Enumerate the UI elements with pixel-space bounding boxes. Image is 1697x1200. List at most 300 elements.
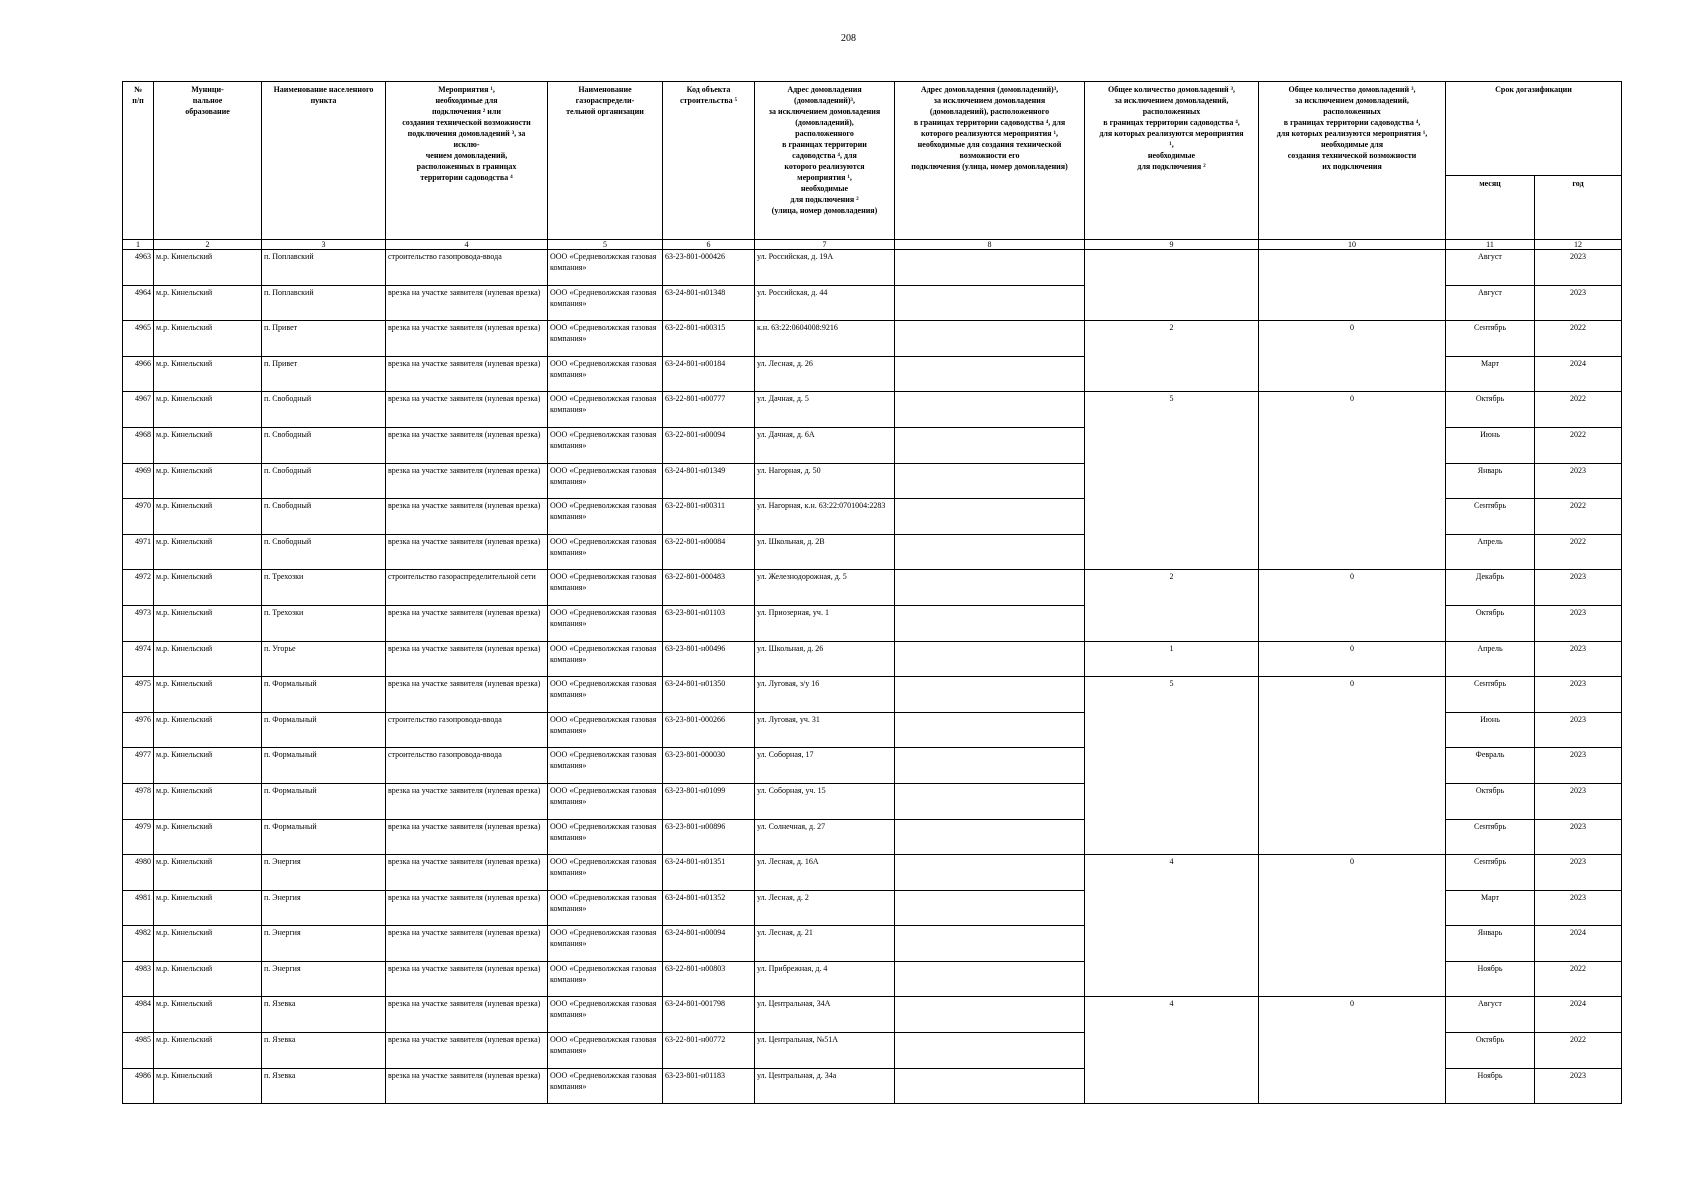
month-cell: Июнь	[1446, 712, 1535, 748]
settlement-cell: п. Трехозки	[262, 570, 386, 606]
activity-cell: врезка на участке заявителя (нулевая врезка)	[386, 499, 548, 535]
technical-address-cell	[895, 250, 1085, 286]
row-number: 4964	[123, 285, 154, 321]
activity-cell: врезка на участке заявителя (нулевая врезка)	[386, 961, 548, 997]
technical-address-cell	[895, 356, 1085, 392]
year-cell: 2022	[1535, 321, 1622, 357]
activity-cell: врезка на участке заявителя (нулевая врезка)	[386, 890, 548, 926]
column-number: 4	[386, 240, 548, 250]
address-cell: ул. Нагорная, к.н. 63:22:0701004:2283	[755, 499, 895, 535]
address-cell: ул. Луговая, уч. 31	[755, 712, 895, 748]
settlement-cell: п. Энергия	[262, 855, 386, 891]
address-cell: ул. Школьная, д. 2В	[755, 534, 895, 570]
settlement-cell: п. Свободный	[262, 534, 386, 570]
table-row	[123, 499, 1622, 535]
municipality-cell: м.р. Кинельский	[154, 641, 262, 677]
table-body	[123, 250, 1622, 1104]
organization-cell: ООО «Средневолжская газовая компания»	[548, 819, 663, 855]
address-cell: ул. Соборная, 17	[755, 748, 895, 784]
object-code-cell: 63-22-801-н00084	[663, 534, 755, 570]
object-code-cell: 63-22-801-н00803	[663, 961, 755, 997]
table-row	[123, 534, 1622, 570]
table-row	[123, 783, 1622, 819]
activity-cell: врезка на участке заявителя (нулевая врезка)	[386, 321, 548, 357]
row-number: 4977	[123, 748, 154, 784]
object-code-cell: 63-23-801-000426	[663, 250, 755, 286]
technical-count-cell	[1259, 463, 1446, 499]
settlement-cell: п. Формальный	[262, 677, 386, 713]
connection-count-cell: 5	[1085, 677, 1259, 713]
connection-count-cell	[1085, 1033, 1259, 1069]
object-code-cell: 63-22-801-н00311	[663, 499, 755, 535]
technical-count-cell	[1259, 819, 1446, 855]
municipality-cell: м.р. Кинельский	[154, 1068, 262, 1104]
object-code-cell: 63-23-801-000030	[663, 748, 755, 784]
table-row	[123, 285, 1622, 321]
settlement-cell: п. Свободный	[262, 392, 386, 428]
technical-count-cell	[1259, 605, 1446, 641]
municipality-cell: м.р. Кинельский	[154, 534, 262, 570]
activity-cell: врезка на участке заявителя (нулевая врезка)	[386, 1068, 548, 1104]
address-cell: ул. Прибрежная, д. 4	[755, 961, 895, 997]
table-row	[123, 641, 1622, 677]
settlement-cell: п. Привет	[262, 356, 386, 392]
table-row	[123, 855, 1622, 891]
header-gasification-term: Срок догазификации	[1446, 82, 1622, 176]
settlement-cell: п. Язевка	[262, 1068, 386, 1104]
address-cell: ул. Солнечная, д. 27	[755, 819, 895, 855]
header-month: месяц	[1446, 176, 1535, 240]
technical-count-cell	[1259, 427, 1446, 463]
organization-cell: ООО «Средневолжская газовая компания»	[548, 677, 663, 713]
month-cell: Сентябрь	[1446, 819, 1535, 855]
month-cell: Сентябрь	[1446, 677, 1535, 713]
month-cell: Апрель	[1446, 534, 1535, 570]
technical-address-cell	[895, 1033, 1085, 1069]
address-cell: ул. Дачная, д. 6А	[755, 427, 895, 463]
technical-address-cell	[895, 499, 1085, 535]
table-row	[123, 677, 1622, 713]
technical-address-cell	[895, 783, 1085, 819]
organization-cell: ООО «Средневолжская газовая компания»	[548, 499, 663, 535]
header-address-technical: Адрес домовладения (домовладений)³, за исключением домовладения (домовладений), расположенного в границах территории садоводства ⁴, для которого реализуются мероприятия ¹, необходимые для создания технической возможности его подключения (улица, номер домовладения)	[895, 82, 1085, 240]
row-number: 4975	[123, 677, 154, 713]
settlement-cell: п. Формальный	[262, 748, 386, 784]
activity-cell: врезка на участке заявителя (нулевая врезка)	[386, 427, 548, 463]
connection-count-cell: 5	[1085, 392, 1259, 428]
settlement-cell: п. Формальный	[262, 712, 386, 748]
connection-count-cell: 1	[1085, 641, 1259, 677]
technical-count-cell: 0	[1259, 321, 1446, 357]
organization-cell: ООО «Средневолжская газовая компания»	[548, 783, 663, 819]
month-cell: Декабрь	[1446, 570, 1535, 606]
row-number: 4969	[123, 463, 154, 499]
connection-count-cell	[1085, 819, 1259, 855]
technical-count-cell	[1259, 1068, 1446, 1104]
connection-count-cell	[1085, 890, 1259, 926]
month-cell: Март	[1446, 356, 1535, 392]
municipality-cell: м.р. Кинельский	[154, 677, 262, 713]
header-row-number: № п/п	[123, 82, 154, 240]
technical-count-cell: 0	[1259, 570, 1446, 606]
organization-cell: ООО «Средневолжская газовая компания»	[548, 392, 663, 428]
month-cell: Июнь	[1446, 427, 1535, 463]
municipality-cell: м.р. Кинельский	[154, 499, 262, 535]
column-number: 9	[1085, 240, 1259, 250]
column-number: 1	[123, 240, 154, 250]
organization-cell: ООО «Средневолжская газовая компания»	[548, 356, 663, 392]
settlement-cell: п. Формальный	[262, 783, 386, 819]
activity-cell: врезка на участке заявителя (нулевая врезка)	[386, 855, 548, 891]
municipality-cell: м.р. Кинельский	[154, 890, 262, 926]
municipality-cell: м.р. Кинельский	[154, 605, 262, 641]
settlement-cell: п. Энергия	[262, 961, 386, 997]
technical-address-cell	[895, 641, 1085, 677]
connection-count-cell	[1085, 926, 1259, 962]
organization-cell: ООО «Средневолжская газовая компания»	[548, 570, 663, 606]
object-code-cell: 63-23-801-н00496	[663, 641, 755, 677]
object-code-cell: 63-22-801-000483	[663, 570, 755, 606]
column-number: 11	[1446, 240, 1535, 250]
technical-address-cell	[895, 677, 1085, 713]
technical-address-cell	[895, 1068, 1085, 1104]
technical-address-cell	[895, 427, 1085, 463]
table-row	[123, 712, 1622, 748]
settlement-cell: п. Язевка	[262, 1033, 386, 1069]
connection-count-cell	[1085, 1068, 1259, 1104]
municipality-cell: м.р. Кинельский	[154, 427, 262, 463]
address-cell: ул. Нагорная, д. 50	[755, 463, 895, 499]
connection-count-cell	[1085, 463, 1259, 499]
object-code-cell: 63-23-801-н01103	[663, 605, 755, 641]
object-code-cell: 63-24-801-001798	[663, 997, 755, 1033]
technical-count-cell	[1259, 250, 1446, 286]
address-cell: ул. Лесная, д. 26	[755, 356, 895, 392]
connection-count-cell	[1085, 605, 1259, 641]
address-cell: ул. Центральная, д. 34а	[755, 1068, 895, 1104]
address-cell: ул. Железнодорожная, д. 5	[755, 570, 895, 606]
row-number: 4972	[123, 570, 154, 606]
technical-count-cell	[1259, 534, 1446, 570]
row-number: 4965	[123, 321, 154, 357]
municipality-cell: м.р. Кинельский	[154, 819, 262, 855]
technical-address-cell	[895, 855, 1085, 891]
technical-count-cell: 0	[1259, 855, 1446, 891]
row-number: 4971	[123, 534, 154, 570]
settlement-cell: п. Энергия	[262, 926, 386, 962]
month-cell: Август	[1446, 285, 1535, 321]
municipality-cell: м.р. Кинельский	[154, 250, 262, 286]
activity-cell: строительство газопровода-ввода	[386, 712, 548, 748]
connection-count-cell: 2	[1085, 570, 1259, 606]
year-cell: 2022	[1535, 961, 1622, 997]
municipality-cell: м.р. Кинельский	[154, 748, 262, 784]
organization-cell: ООО «Средневолжская газовая компания»	[548, 997, 663, 1033]
activity-cell: врезка на участке заявителя (нулевая врезка)	[386, 819, 548, 855]
organization-cell: ООО «Средневолжская газовая компания»	[548, 926, 663, 962]
row-number: 4973	[123, 605, 154, 641]
connection-count-cell	[1085, 961, 1259, 997]
year-cell: 2023	[1535, 285, 1622, 321]
address-cell: ул. Центральная, №51А	[755, 1033, 895, 1069]
activity-cell: строительство газораспределительной сети	[386, 570, 548, 606]
month-cell: Апрель	[1446, 641, 1535, 677]
header-count-technical: Общее количество домовладений ³, за исключением домовладений, расположенных в границах территории садоводства ⁴, для которых реализуются мероприятия ¹, необходимые для создания технической возможности их подключения	[1259, 82, 1446, 240]
activity-cell: строительство газопровода-ввода	[386, 250, 548, 286]
activity-cell: врезка на участке заявителя (нулевая врезка)	[386, 677, 548, 713]
object-code-cell: 63-24-801-н01351	[663, 855, 755, 891]
technical-count-cell: 0	[1259, 677, 1446, 713]
month-cell: Февраль	[1446, 748, 1535, 784]
table-row	[123, 926, 1622, 962]
activity-cell: врезка на участке заявителя (нулевая врезка)	[386, 356, 548, 392]
header-settlement: Наименование населенного пункта	[262, 82, 386, 240]
technical-address-cell	[895, 392, 1085, 428]
municipality-cell: м.р. Кинельский	[154, 392, 262, 428]
month-cell: Октябрь	[1446, 1033, 1535, 1069]
column-number: 12	[1535, 240, 1622, 250]
year-cell: 2023	[1535, 712, 1622, 748]
connection-count-cell: 4	[1085, 855, 1259, 891]
technical-count-cell	[1259, 1033, 1446, 1069]
table-row	[123, 997, 1622, 1033]
month-cell: Октябрь	[1446, 392, 1535, 428]
month-cell: Март	[1446, 890, 1535, 926]
technical-count-cell: 0	[1259, 997, 1446, 1033]
address-cell: ул. Лесная, д. 2	[755, 890, 895, 926]
table-row	[123, 392, 1622, 428]
technical-count-cell: 0	[1259, 392, 1446, 428]
row-number: 4985	[123, 1033, 154, 1069]
municipality-cell: м.р. Кинельский	[154, 463, 262, 499]
settlement-cell: п. Трехозки	[262, 605, 386, 641]
year-cell: 2023	[1535, 783, 1622, 819]
technical-count-cell	[1259, 783, 1446, 819]
row-number: 4983	[123, 961, 154, 997]
technical-count-cell	[1259, 890, 1446, 926]
year-cell: 2022	[1535, 392, 1622, 428]
address-cell: ул. Дачная, д. 5	[755, 392, 895, 428]
technical-address-cell	[895, 321, 1085, 357]
activity-cell: врезка на участке заявителя (нулевая врезка)	[386, 285, 548, 321]
column-number: 7	[755, 240, 895, 250]
object-code-cell: 63-23-801-н00896	[663, 819, 755, 855]
year-cell: 2023	[1535, 463, 1622, 499]
connection-count-cell	[1085, 250, 1259, 286]
object-code-cell: 63-24-801-н00184	[663, 356, 755, 392]
year-cell: 2022	[1535, 1033, 1622, 1069]
year-cell: 2024	[1535, 356, 1622, 392]
page-number: 208	[841, 33, 856, 44]
object-code-cell: 63-24-801-н01350	[663, 677, 755, 713]
table-row	[123, 890, 1622, 926]
column-number: 8	[895, 240, 1085, 250]
year-cell: 2024	[1535, 926, 1622, 962]
technical-count-cell	[1259, 748, 1446, 784]
organization-cell: ООО «Средневолжская газовая компания»	[548, 641, 663, 677]
month-cell: Август	[1446, 997, 1535, 1033]
connection-count-cell: 2	[1085, 321, 1259, 357]
row-number: 4967	[123, 392, 154, 428]
row-number: 4979	[123, 819, 154, 855]
settlement-cell: п. Свободный	[262, 463, 386, 499]
technical-count-cell	[1259, 285, 1446, 321]
activity-cell: врезка на участке заявителя (нулевая врезка)	[386, 641, 548, 677]
connection-count-cell	[1085, 712, 1259, 748]
object-code-cell: 63-22-801-н00777	[663, 392, 755, 428]
year-cell: 2022	[1535, 427, 1622, 463]
settlement-cell: п. Энергия	[262, 890, 386, 926]
activity-cell: врезка на участке заявителя (нулевая врезка)	[386, 463, 548, 499]
row-number: 4963	[123, 250, 154, 286]
column-number: 3	[262, 240, 386, 250]
technical-count-cell	[1259, 499, 1446, 535]
row-number: 4984	[123, 997, 154, 1033]
connection-count-cell	[1085, 783, 1259, 819]
organization-cell: ООО «Средневолжская газовая компания»	[548, 712, 663, 748]
connection-count-cell	[1085, 748, 1259, 784]
year-cell: 2023	[1535, 855, 1622, 891]
table-row	[123, 748, 1622, 784]
object-code-cell: 63-23-801-000266	[663, 712, 755, 748]
object-code-cell: 63-23-801-н01183	[663, 1068, 755, 1104]
month-cell: Сентябрь	[1446, 855, 1535, 891]
municipality-cell: м.р. Кинельский	[154, 926, 262, 962]
month-cell: Октябрь	[1446, 605, 1535, 641]
organization-cell: ООО «Средневолжская газовая компания»	[548, 1033, 663, 1069]
month-cell: Ноябрь	[1446, 961, 1535, 997]
table-row	[123, 605, 1622, 641]
object-code-cell: 63-24-801-н01349	[663, 463, 755, 499]
address-cell: ул. Лесная, д. 16А	[755, 855, 895, 891]
column-number: 2	[154, 240, 262, 250]
technical-count-cell	[1259, 356, 1446, 392]
column-number: 6	[663, 240, 755, 250]
year-cell: 2023	[1535, 250, 1622, 286]
address-cell: ул. Центральная, 34А	[755, 997, 895, 1033]
table-row	[123, 356, 1622, 392]
settlement-cell: п. Формальный	[262, 819, 386, 855]
technical-count-cell	[1259, 926, 1446, 962]
settlement-cell: п. Язевка	[262, 997, 386, 1033]
technical-address-cell	[895, 463, 1085, 499]
year-cell: 2023	[1535, 1068, 1622, 1104]
address-cell: ул. Приозерная, уч. 1	[755, 605, 895, 641]
object-code-cell: 63-22-801-н00772	[663, 1033, 755, 1069]
municipality-cell: м.р. Кинельский	[154, 961, 262, 997]
month-cell: Август	[1446, 250, 1535, 286]
municipality-cell: м.р. Кинельский	[154, 997, 262, 1033]
activity-cell: врезка на участке заявителя (нулевая врезка)	[386, 605, 548, 641]
row-number: 4982	[123, 926, 154, 962]
year-cell: 2023	[1535, 641, 1622, 677]
table-row	[123, 961, 1622, 997]
municipality-cell: м.р. Кинельский	[154, 356, 262, 392]
month-cell: Сентябрь	[1446, 499, 1535, 535]
organization-cell: ООО «Средневолжская газовая компания»	[548, 427, 663, 463]
address-cell: ул. Лесная, д. 21	[755, 926, 895, 962]
address-cell: ул. Российская, д. 19А	[755, 250, 895, 286]
organization-cell: ООО «Средневолжская газовая компания»	[548, 855, 663, 891]
table-row	[123, 1033, 1622, 1069]
column-number: 10	[1259, 240, 1446, 250]
header-municipality: Муници- пальное образование	[154, 82, 262, 240]
technical-count-cell	[1259, 712, 1446, 748]
object-code-cell: 63-24-801-н01352	[663, 890, 755, 926]
activity-cell: строительство газопровода-ввода	[386, 748, 548, 784]
object-code-cell: 63-22-801-н00315	[663, 321, 755, 357]
organization-cell: ООО «Средневолжская газовая компания»	[548, 605, 663, 641]
connection-count-cell	[1085, 356, 1259, 392]
settlement-cell: п. Поплавский	[262, 250, 386, 286]
organization-cell: ООО «Средневолжская газовая компания»	[548, 321, 663, 357]
object-code-cell: 63-24-801-н01348	[663, 285, 755, 321]
connection-count-cell	[1085, 499, 1259, 535]
technical-address-cell	[895, 605, 1085, 641]
month-cell: Ноябрь	[1446, 1068, 1535, 1104]
table-row	[123, 427, 1622, 463]
table-row	[123, 250, 1622, 286]
municipality-cell: м.р. Кинельский	[154, 570, 262, 606]
activity-cell: врезка на участке заявителя (нулевая врезка)	[386, 392, 548, 428]
settlement-cell: п. Угорье	[262, 641, 386, 677]
header-activities: Мероприятия ¹, необходимые для подключения ² или создания технической возможности подключения домовладений ³, за исклю- чением домовладений, расположенных в границах территории садоводства ⁴	[386, 82, 548, 240]
technical-address-cell	[895, 997, 1085, 1033]
settlement-cell: п. Свободный	[262, 427, 386, 463]
year-cell: 2022	[1535, 499, 1622, 535]
organization-cell: ООО «Средневолжская газовая компания»	[548, 748, 663, 784]
organization-cell: ООО «Средневолжская газовая компания»	[548, 1068, 663, 1104]
activity-cell: врезка на участке заявителя (нулевая врезка)	[386, 783, 548, 819]
year-cell: 2023	[1535, 605, 1622, 641]
row-number: 4980	[123, 855, 154, 891]
organization-cell: ООО «Средневолжская газовая компания»	[548, 250, 663, 286]
object-code-cell: 63-23-801-н01099	[663, 783, 755, 819]
table-row	[123, 463, 1622, 499]
address-cell: ул. Школьная, д. 26	[755, 641, 895, 677]
header-object-code: Код объекта строительства ⁵	[663, 82, 755, 240]
month-cell: Январь	[1446, 463, 1535, 499]
technical-address-cell	[895, 890, 1085, 926]
address-cell: ул. Российская, д. 44	[755, 285, 895, 321]
year-cell: 2023	[1535, 677, 1622, 713]
row-number: 4986	[123, 1068, 154, 1104]
technical-address-cell	[895, 961, 1085, 997]
organization-cell: ООО «Средневолжская газовая компания»	[548, 890, 663, 926]
year-cell: 2023	[1535, 819, 1622, 855]
month-cell: Октябрь	[1446, 783, 1535, 819]
activity-cell: врезка на участке заявителя (нулевая врезка)	[386, 1033, 548, 1069]
table-row	[123, 321, 1622, 357]
year-cell: 2023	[1535, 748, 1622, 784]
header-count-connection: Общее количество домовладений ³, за исключением домовладений, расположенных в границах территории садоводства ⁴, для которых реализуются мероприятия ¹, необходимые для подключения ²	[1085, 82, 1259, 240]
municipality-cell: м.р. Кинельский	[154, 712, 262, 748]
technical-count-cell	[1259, 961, 1446, 997]
month-cell: Сентябрь	[1446, 321, 1535, 357]
address-cell: ул. Соборная, уч. 15	[755, 783, 895, 819]
connection-count-cell	[1085, 427, 1259, 463]
header-address-connection: Адрес домовладения (домовладений)³, за исключением домовладения (домовладений), расположенного в границах территории садоводства ⁴, для которого реализуются мероприятия ¹, необходимые для подключения ² (улица, номер домовладения)	[755, 82, 895, 240]
settlement-cell: п. Свободный	[262, 499, 386, 535]
technical-address-cell	[895, 534, 1085, 570]
municipality-cell: м.р. Кинельский	[154, 321, 262, 357]
organization-cell: ООО «Средневолжская газовая компания»	[548, 961, 663, 997]
year-cell: 2024	[1535, 997, 1622, 1033]
year-cell: 2022	[1535, 534, 1622, 570]
organization-cell: ООО «Средневолжская газовая компания»	[548, 285, 663, 321]
row-number: 4974	[123, 641, 154, 677]
row-number: 4981	[123, 890, 154, 926]
